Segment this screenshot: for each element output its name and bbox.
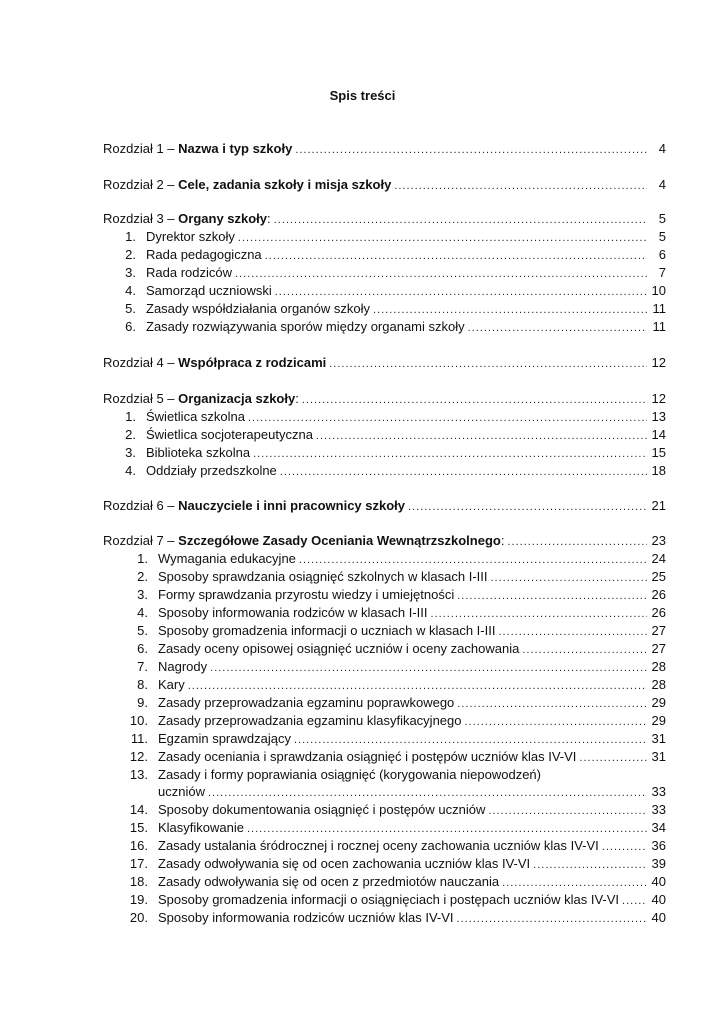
toc-page-number: 40: [651, 892, 666, 907]
toc-page-number: 4: [658, 141, 666, 156]
toc-entry-number: 5.: [125, 301, 136, 316]
toc-entry-number: 10.: [129, 713, 148, 728]
toc-entry-label: Sposoby sprawdzania osiągnięć szkolnych w klasach I-III: [158, 569, 488, 584]
toc-entry-number: 11.: [130, 731, 148, 746]
toc-entry-label: Sposoby gromadzenia informacji o uczniach w klasach I-III: [158, 623, 496, 638]
dot-leader: [533, 856, 647, 874]
toc-entry[interactable]: [103, 658, 666, 676]
toc-entry-label: Nagrody: [158, 659, 208, 674]
chapter-title: Nauczyciele i inni pracownicy szkoły: [178, 498, 406, 513]
toc-page-number: 40: [651, 874, 666, 889]
toc-entry[interactable]: [103, 694, 666, 712]
toc-entry-number: 17.: [129, 856, 148, 871]
toc-entry-label: [103, 140, 292, 158]
dot-leader: [247, 820, 647, 838]
toc-entry[interactable]: [103, 408, 666, 426]
toc-entry-number: 19.: [129, 892, 148, 907]
toc-entry-number: 6.: [137, 641, 148, 656]
toc-page-number: 12: [651, 391, 666, 406]
toc-entry-label: Zasady współdziałania organów szkoły: [146, 301, 371, 316]
toc-page-number: 15: [651, 445, 666, 460]
toc-entry[interactable]: [103, 604, 666, 622]
toc-entry[interactable]: [103, 264, 666, 282]
toc-entry-label: Zasady oceniania i sprawdzania osiągnięć i postępów uczniów klas IV-VI: [158, 749, 577, 764]
toc-page-number: 21: [651, 498, 666, 513]
toc-page-number: 5: [658, 229, 666, 244]
toc-entry[interactable]: [103, 748, 666, 766]
toc-page-number: 28: [651, 677, 666, 692]
chapter-prefix: Rozdział 2 –: [103, 177, 179, 192]
toc-page-number: 33: [651, 802, 666, 817]
toc-entry-label: Oddziały przedszkolne: [146, 463, 277, 478]
toc-entry-number: 15.: [129, 820, 148, 835]
dot-leader: [316, 427, 647, 445]
chapter-suffix: :: [500, 533, 505, 548]
toc-page-number: 6: [658, 247, 666, 262]
dot-leader: [238, 229, 647, 247]
dot-leader: [491, 569, 648, 587]
page-title: Spis treści: [329, 88, 396, 103]
toc-page-number: 23: [651, 533, 666, 548]
toc-entry[interactable]: [103, 462, 666, 480]
toc-entry[interactable]: [103, 622, 666, 640]
toc-entry-number: 18.: [129, 874, 148, 889]
toc-entry[interactable]: [103, 550, 666, 568]
dot-leader: [502, 874, 647, 892]
toc-entry-label: uczniów: [158, 784, 205, 799]
toc-entry-number: 13.: [129, 767, 148, 782]
toc-chapter-entry[interactable]: [103, 210, 666, 228]
chapter-prefix: Rozdział 6 –: [103, 498, 179, 513]
toc-entry-label: Sposoby gromadzenia informacji o osiągnięciach i postępach uczniów klas IV-VI: [158, 892, 620, 907]
dot-leader: [602, 838, 647, 856]
chapter-title: Organy szkoły: [178, 211, 268, 226]
dot-leader: [280, 463, 647, 481]
toc-entry-label: [103, 390, 299, 408]
toc-entry-label: Zasady przeprowadzania egzaminu poprawkowego: [158, 695, 455, 710]
toc-entry[interactable]: [103, 730, 666, 748]
chapter-title: Organizacja szkoły: [178, 391, 296, 406]
toc-chapter-entry[interactable]: [103, 176, 666, 194]
toc-page-number: 4: [658, 177, 666, 192]
toc-entry-number: 12.: [129, 749, 148, 764]
dot-leader: [302, 391, 647, 409]
toc-entry[interactable]: [103, 909, 666, 927]
toc-entry-label: Zasady rozwiązywania sporów między organami szkoły: [146, 319, 465, 334]
dot-leader: [329, 355, 647, 373]
chapter-prefix: Rozdział 7 –: [103, 533, 179, 548]
dot-leader: [468, 319, 647, 337]
toc-page-number: 31: [651, 731, 666, 746]
toc-entry[interactable]: [103, 586, 666, 604]
toc-entry[interactable]: [103, 819, 666, 837]
toc-entry[interactable]: [103, 712, 666, 730]
chapter-suffix: :: [295, 391, 299, 406]
toc-entry-label: [103, 532, 504, 550]
toc-page-number: 18: [651, 463, 666, 478]
toc-entry[interactable]: [103, 318, 666, 336]
toc-entry-label: [103, 210, 271, 228]
dot-leader: [253, 445, 647, 463]
toc-entry-label: [103, 176, 391, 194]
dot-leader: [465, 713, 648, 731]
toc-entry-number: 2.: [137, 569, 148, 584]
dot-leader: [275, 283, 647, 301]
toc-page-number: 10: [651, 283, 666, 298]
toc-page-number: 28: [651, 659, 666, 674]
toc-entry-label: Sposoby dokumentowania osiągnięć i postępów uczniów: [158, 802, 486, 817]
toc-entry[interactable]: [103, 568, 666, 586]
toc-entry[interactable]: [103, 228, 666, 246]
toc-entry[interactable]: [103, 282, 666, 300]
dot-leader: [274, 211, 647, 229]
toc-entry-number: 1.: [125, 409, 136, 424]
toc-page-number: 33: [651, 784, 666, 799]
dot-leader: [498, 623, 647, 641]
toc-entry-label: Zasady odwoływania się od ocen zachowania uczniów klas IV-VI: [158, 856, 531, 871]
toc-entry-number: 1.: [125, 229, 136, 244]
toc-entry-number: 16.: [129, 838, 148, 853]
toc-entry-label: Rada pedagogiczna: [146, 247, 262, 262]
toc-entry-label: Samorząd uczniowski: [146, 283, 272, 298]
toc-page-number: 29: [651, 695, 666, 710]
dot-leader: [188, 677, 647, 695]
toc-page-number: 24: [651, 551, 666, 566]
toc-entry[interactable]: [103, 837, 666, 855]
dot-leader: [265, 247, 647, 265]
toc-entry-number: 4.: [125, 463, 136, 478]
toc-entry-number: 3.: [125, 265, 136, 280]
dot-leader: [235, 265, 647, 283]
toc-entry-label: Świetlica szkolna: [146, 409, 245, 424]
chapter-prefix: Rozdział 5 –: [103, 391, 179, 406]
dot-leader: [457, 910, 647, 928]
toc-entry[interactable]: [103, 766, 666, 784]
dot-leader: [299, 551, 647, 569]
toc-page-number: 14: [651, 427, 666, 442]
toc-entry-number: 3.: [137, 587, 148, 602]
dot-leader: [457, 587, 647, 605]
toc-page-number: 34: [651, 820, 666, 835]
dot-leader: [294, 731, 647, 749]
toc-entry[interactable]: [103, 873, 666, 891]
toc-entry[interactable]: [103, 855, 666, 873]
toc-entry-label: [103, 497, 405, 515]
toc-page-number: 11: [652, 301, 666, 316]
toc-entry-number: 20.: [129, 910, 148, 925]
toc-entry-number: 5.: [137, 623, 148, 638]
toc-entry[interactable]: [103, 246, 666, 264]
toc-entry[interactable]: [103, 676, 666, 694]
toc-entry-number: 2.: [125, 247, 136, 262]
toc-entry-number: 8.: [137, 677, 148, 692]
dot-leader: [295, 141, 647, 159]
toc-entry[interactable]: [103, 640, 666, 658]
toc-page-number: 27: [651, 641, 666, 656]
toc-entry-number: 14.: [129, 802, 148, 817]
toc-page-number: 26: [651, 605, 666, 620]
toc-entry-label: Zasady i formy poprawiania osiągnięć (korygowania niepowodzeń): [158, 767, 541, 782]
toc-page-number: 27: [651, 623, 666, 638]
dot-leader: [488, 802, 647, 820]
chapter-prefix: Rozdział 3 –: [103, 211, 179, 226]
toc-entry[interactable]: [103, 444, 666, 462]
chapter-title: Nazwa i typ szkoły: [178, 141, 293, 156]
toc-entry-label: Dyrektor szkoły: [146, 229, 235, 244]
toc-chapter-entry[interactable]: [103, 140, 666, 158]
chapter-title: Cele, zadania szkoły i misja szkoły: [178, 177, 392, 192]
toc-entry[interactable]: [103, 801, 666, 819]
toc-entry-number: 3.: [125, 445, 136, 460]
toc-entry[interactable]: [103, 783, 666, 801]
toc-entry-label: Rada rodziców: [146, 265, 232, 280]
toc-page-number: 39: [651, 856, 666, 871]
toc-entry-number: 4.: [125, 283, 136, 298]
toc-page-number: 26: [651, 587, 666, 602]
toc-chapter-entry[interactable]: [103, 354, 666, 372]
toc-entry-label: Zasady odwoływania się od ocen z przedmiotów nauczania: [158, 874, 500, 889]
chapter-prefix: Rozdział 1 –: [103, 141, 179, 156]
toc-entry[interactable]: [103, 891, 666, 909]
toc-entry-number: 2.: [125, 427, 136, 442]
toc-entry-label: [103, 354, 326, 372]
toc-chapter-entry[interactable]: [103, 497, 666, 515]
dot-leader: [394, 177, 647, 195]
toc-page-number: 11: [652, 319, 666, 334]
toc-entry-number: 1.: [137, 551, 148, 566]
dot-leader: [522, 641, 647, 659]
toc-entry-number: 9.: [137, 695, 148, 710]
toc-entry-label: Zasady przeprowadzania egzaminu klasyfikacyjnego: [158, 713, 462, 728]
toc-page-number: 36: [651, 838, 666, 853]
dot-leader: [507, 533, 647, 551]
toc-entry-label: Świetlica socjoterapeutyczna: [146, 427, 313, 442]
toc-chapter-entry[interactable]: [103, 390, 666, 408]
chapter-title: Współpraca z rodzicami: [178, 355, 327, 370]
toc-entry-label: Egzamin sprawdzający: [158, 731, 291, 746]
chapter-prefix: Rozdział 4 –: [103, 355, 179, 370]
toc-entry-label: Wymagania edukacyjne: [158, 551, 296, 566]
toc-entry-label: Formy sprawdzania przyrostu wiedzy i umiejętności: [158, 587, 455, 602]
toc-page-number: 31: [651, 749, 666, 764]
dot-leader: [579, 749, 647, 767]
dot-leader: [373, 301, 647, 319]
toc-entry-number: 4.: [137, 605, 148, 620]
toc-page-number: 12: [651, 355, 666, 370]
toc-page-number: 5: [658, 211, 666, 226]
toc-entry-label: Biblioteka szkolna: [146, 445, 251, 460]
dot-leader: [457, 695, 647, 713]
toc-entry-label: Kary: [158, 677, 185, 692]
toc-page-number: 7: [658, 265, 666, 280]
toc-page-number: 29: [651, 713, 666, 728]
toc-entry-label: Sposoby informowania rodziców w klasach I-III: [158, 605, 428, 620]
toc-entry-number: 6.: [125, 319, 136, 334]
chapter-title: Szczegółowe Zasady Oceniania Wewnątrzszkolnego: [178, 533, 501, 548]
dot-leader: [431, 605, 647, 623]
toc-chapter-entry[interactable]: [103, 532, 666, 550]
toc-entry-number: 7.: [137, 659, 148, 674]
dot-leader: [248, 409, 647, 427]
toc-page-number: 25: [651, 569, 666, 584]
chapter-suffix: :: [267, 211, 271, 226]
toc-entry-label: Zasady ustalania śródrocznej i rocznej oceny zachowania uczniów klas IV-VI: [158, 838, 599, 853]
toc-entry-label: Sposoby informowania rodziców uczniów klas IV-VI: [158, 910, 454, 925]
toc-entry[interactable]: [103, 426, 666, 444]
toc-entry-label: Klasyfikowanie: [158, 820, 244, 835]
dot-leader: [408, 498, 647, 516]
dot-leader: [210, 659, 647, 677]
toc-entry[interactable]: [103, 300, 666, 318]
toc-entry-label: Zasady oceny opisowej osiągnięć uczniów i oceny zachowania: [158, 641, 520, 656]
toc-page-number: 13: [651, 409, 666, 424]
dot-leader: [622, 892, 647, 910]
dot-leader: [208, 784, 647, 802]
toc-page-number: 40: [651, 910, 666, 925]
